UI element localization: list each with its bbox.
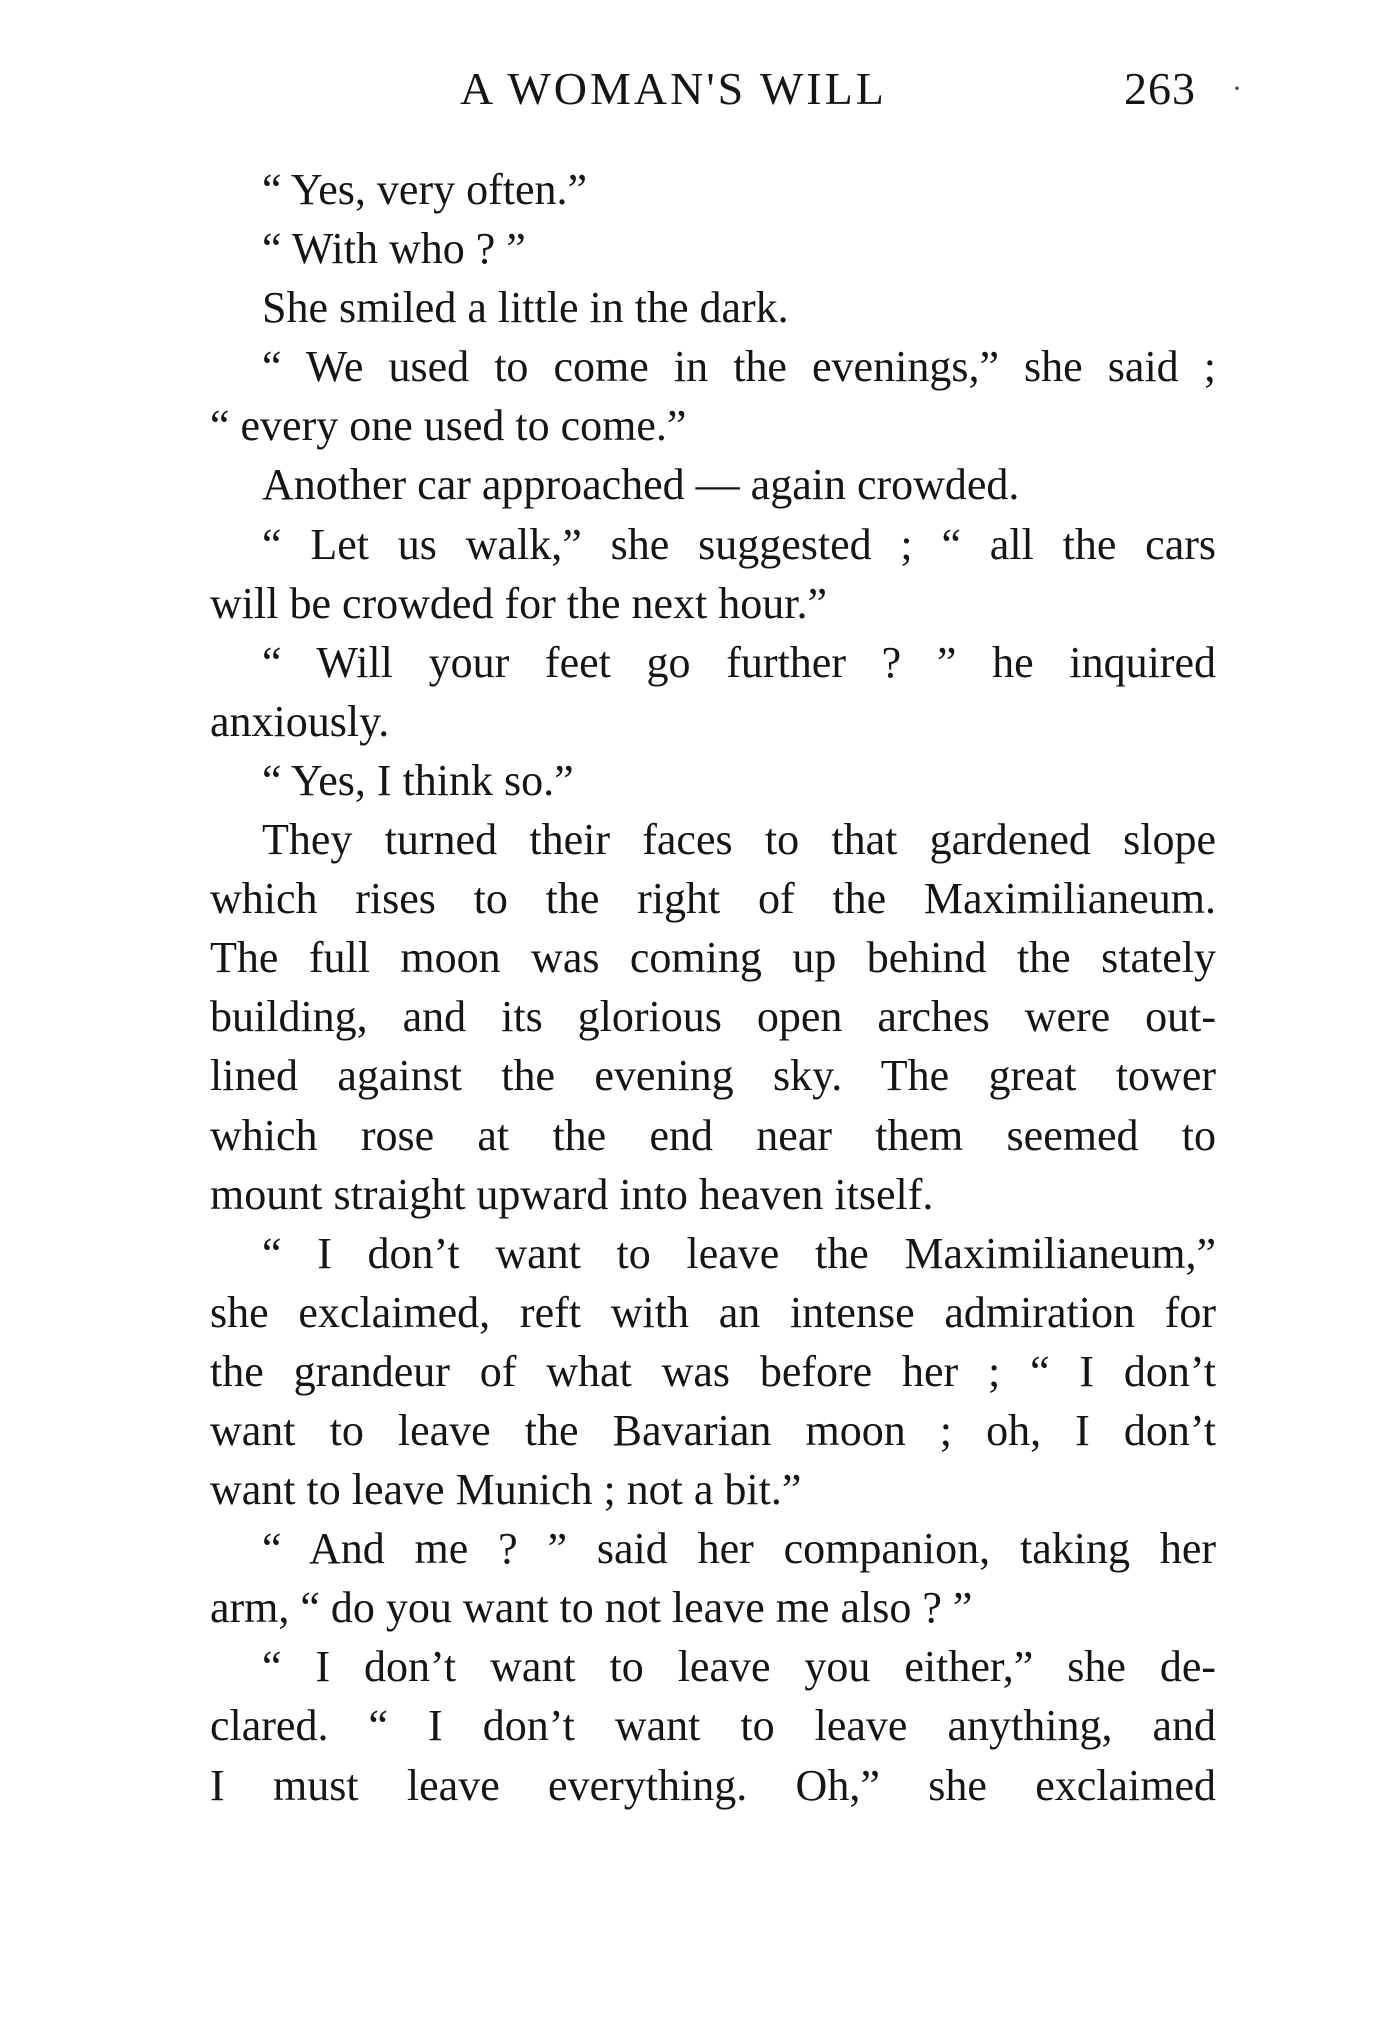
text-line: “ I don’t want to leave the Maximilianeum,”	[262, 1228, 1216, 1278]
text-line: “ Yes, very often.”	[262, 165, 588, 214]
page-number: 263	[1124, 63, 1196, 114]
running-title: A WOMAN'S WILL	[460, 63, 887, 114]
body-text	[210, 160, 1216, 1815]
text-line: “ Let us walk,” she suggested ; “ all the cars	[262, 519, 1216, 569]
page-number-mark: ·	[1232, 72, 1242, 105]
text-line: “ And me ? ” said her companion, taking her	[262, 1524, 1216, 1574]
text-line: building, and its glorious open arches were out-	[210, 992, 1216, 1042]
text-line: I must leave everything. Oh,” she exclaimed	[210, 1760, 1216, 1810]
text-line: which rises to the right of the Maximilianeum.	[210, 874, 1216, 924]
text-line: “ every one used to come.”	[210, 401, 687, 451]
text-line: “ Will your feet go further ? ” he inquired	[262, 637, 1216, 687]
text-line: “ We used to come in the evenings,” she said ;	[262, 342, 1216, 392]
text-line: Another car approached — again crowded.	[262, 460, 1020, 510]
text-line: which rose at the end near them seemed to	[210, 1110, 1216, 1160]
text-line: The full moon was coming up behind the stately	[210, 933, 1216, 983]
text-line: want to leave the Bavarian moon ; oh, I don’t	[210, 1405, 1216, 1455]
text-line: the grandeur of what was before her ; “ I don’t	[210, 1346, 1216, 1396]
text-line: she exclaimed, reft with an intense admiration for	[210, 1287, 1216, 1337]
text-line: “ Yes, I think so.”	[262, 755, 574, 805]
text-line: mount straight upward into heaven itself.	[210, 1169, 934, 1219]
text-line: They turned their faces to that gardened slope	[262, 815, 1216, 865]
text-line: want to leave Munich ; not a bit.”	[210, 1465, 802, 1515]
page-header	[0, 62, 1396, 122]
text-line: “ With who ? ”	[262, 224, 526, 274]
text-line: arm, “ do you want to not leave me also ? ”	[210, 1583, 973, 1633]
text-line: She smiled a little in the dark.	[262, 283, 789, 333]
text-line: “ I don’t want to leave you either,” she de-	[262, 1642, 1216, 1692]
text-line: clared. “ I don’t want to leave anything, and	[210, 1701, 1216, 1751]
text-line: will be crowded for the next hour.”	[210, 578, 828, 628]
text-line: lined against the evening sky. The great tower	[210, 1051, 1216, 1101]
text-line: anxiously.	[210, 696, 390, 746]
